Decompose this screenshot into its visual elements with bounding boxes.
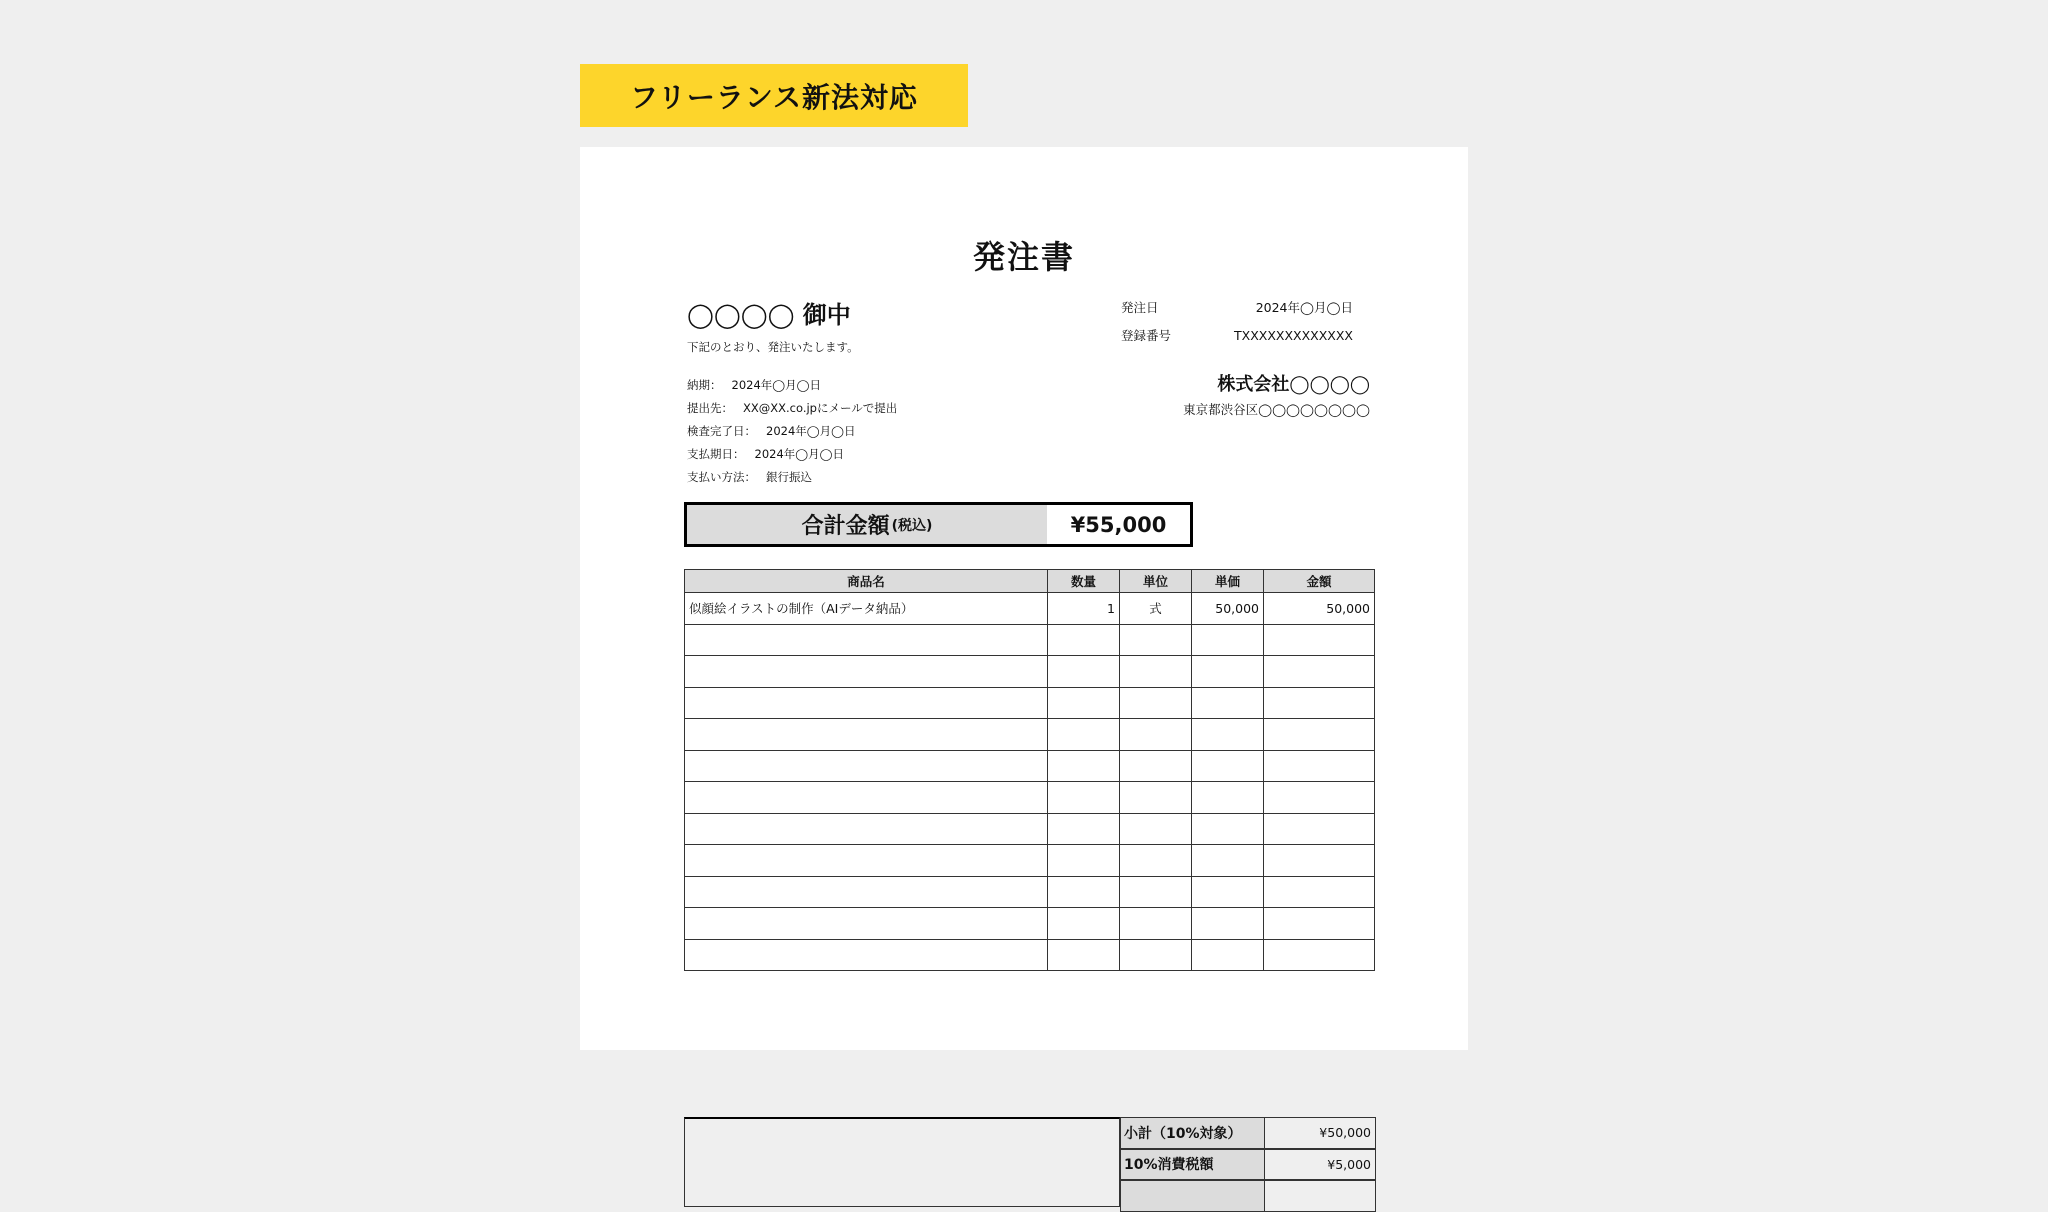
cell-name — [685, 687, 1048, 719]
cell-amount — [1264, 750, 1375, 782]
term-row — [687, 443, 897, 466]
cell-amount — [1264, 782, 1375, 814]
meta-label: 発注日 — [1121, 300, 1159, 315]
intro-text: 下記のとおり、発注いたします。 — [687, 340, 859, 354]
cell-unit — [1120, 939, 1192, 971]
summary-row — [1120, 1180, 1376, 1212]
meta-label: 登録番号 — [1121, 328, 1172, 343]
cell-price — [1192, 719, 1264, 751]
cell-qty — [1048, 876, 1120, 908]
company-address: 東京都渋谷区◯◯◯◯◯◯◯◯ — [1183, 402, 1370, 417]
cell-name — [685, 813, 1048, 845]
term-row — [687, 466, 897, 489]
cell-amount: 50,000 — [1264, 593, 1375, 625]
summary-value: ¥5,000 — [1265, 1149, 1376, 1181]
cell-qty — [1048, 908, 1120, 940]
cell-name — [685, 845, 1048, 877]
summary-row — [1120, 1117, 1376, 1149]
total-value: ¥55,000 — [1070, 512, 1167, 537]
cell-qty — [1048, 656, 1120, 688]
cell-amount — [1264, 813, 1375, 845]
table-row — [685, 876, 1375, 908]
cell-name — [685, 876, 1048, 908]
cell-amount — [1264, 656, 1375, 688]
total-label-cell — [687, 505, 1047, 544]
term-label: 納期： — [687, 378, 722, 392]
cell-qty — [1048, 939, 1120, 971]
cell-price — [1192, 656, 1264, 688]
term-label: 提出先： — [687, 401, 733, 415]
order-terms — [687, 374, 897, 489]
cell-price — [1192, 876, 1264, 908]
cell-price — [1192, 908, 1264, 940]
cell-amount — [1264, 908, 1375, 940]
cell-unit — [1120, 908, 1192, 940]
table-row — [685, 782, 1375, 814]
summary-label: 小計（10%対象） — [1120, 1117, 1265, 1149]
cell-price — [1192, 939, 1264, 971]
cell-amount — [1264, 687, 1375, 719]
summary-value — [1265, 1180, 1376, 1212]
purchase-order-sheet — [580, 147, 1468, 1174]
header-unit: 単位 — [1120, 570, 1192, 593]
cell-price — [1192, 782, 1264, 814]
company-name: 株式会社◯◯◯◯ — [1217, 374, 1370, 395]
cell-name — [685, 782, 1048, 814]
table-row — [685, 750, 1375, 782]
table-row — [685, 719, 1375, 751]
summary-value: ¥50,000 — [1265, 1117, 1376, 1149]
cell-name: 似顔絵イラストの制作（AIデータ納品） — [685, 593, 1048, 625]
term-label: 支払期日： — [687, 447, 745, 461]
cell-amount — [1264, 876, 1375, 908]
cell-qty — [1048, 782, 1120, 814]
cell-price — [1192, 687, 1264, 719]
header-qty: 数量 — [1048, 570, 1120, 593]
meta-row — [1121, 327, 1353, 355]
cell-unit — [1120, 656, 1192, 688]
total-label: 合計金額 — [801, 514, 890, 539]
term-row — [687, 397, 897, 420]
cell-unit — [1120, 624, 1192, 656]
cell-qty — [1048, 750, 1120, 782]
table-row — [685, 845, 1375, 877]
cell-qty — [1048, 719, 1120, 751]
cell-name — [685, 908, 1048, 940]
meta-value: 2024年◯月◯日 — [1255, 300, 1353, 315]
cell-price — [1192, 813, 1264, 845]
header-price: 単価 — [1192, 570, 1264, 593]
meta-value: TXXXXXXXXXXXXX — [1234, 328, 1353, 343]
notes-area — [684, 1117, 1120, 1207]
table-row — [685, 939, 1375, 971]
cell-name — [685, 624, 1048, 656]
term-label: 検査完了日： — [687, 424, 756, 438]
cell-unit: 式 — [1120, 593, 1192, 625]
cell-unit — [1120, 750, 1192, 782]
cell-unit — [1120, 719, 1192, 751]
header-amount: 金額 — [1264, 570, 1375, 593]
cell-name — [685, 939, 1048, 971]
cell-name — [685, 719, 1048, 751]
badge-label: フリーランス新法対応 — [580, 64, 968, 127]
cell-unit — [1120, 813, 1192, 845]
cell-amount — [1264, 624, 1375, 656]
summary-row — [1120, 1149, 1376, 1181]
items-table — [684, 569, 1375, 971]
term-value: 2024年◯月◯日 — [731, 378, 822, 392]
table-row — [685, 656, 1375, 688]
cell-price: 50,000 — [1192, 593, 1264, 625]
recipient-name: ◯◯◯◯ 御中 — [687, 301, 851, 329]
term-value: 2024年◯月◯日 — [754, 447, 845, 461]
term-value: XX@XX.co.jpにメールで提出 — [743, 401, 898, 415]
term-row — [687, 374, 897, 397]
cell-qty — [1048, 687, 1120, 719]
summary-section — [684, 1117, 1376, 1207]
total-amount-box — [684, 502, 1193, 547]
summary-label: 10%消費税額 — [1120, 1149, 1265, 1181]
cell-price — [1192, 624, 1264, 656]
cell-name — [685, 750, 1048, 782]
table-row — [685, 908, 1375, 940]
table-row — [685, 624, 1375, 656]
term-value: 2024年◯月◯日 — [766, 424, 856, 438]
cell-price — [1192, 750, 1264, 782]
cell-name — [685, 656, 1048, 688]
cell-qty: 1 — [1048, 593, 1120, 625]
cell-unit — [1120, 845, 1192, 877]
term-label: 支払い方法： — [687, 470, 756, 484]
table-row — [685, 687, 1375, 719]
cell-unit — [1120, 782, 1192, 814]
document-title: 発注書 — [972, 238, 1075, 276]
cell-unit — [1120, 687, 1192, 719]
tax-note: (税込) — [891, 517, 933, 534]
cell-unit — [1120, 876, 1192, 908]
order-meta — [1121, 299, 1353, 355]
cell-amount — [1264, 845, 1375, 877]
header-name: 商品名 — [685, 570, 1048, 593]
cell-amount — [1264, 939, 1375, 971]
cell-qty — [1048, 624, 1120, 656]
cell-amount — [1264, 719, 1375, 751]
summary-label — [1120, 1180, 1265, 1212]
term-row — [687, 420, 897, 443]
cell-price — [1192, 845, 1264, 877]
cell-qty — [1048, 813, 1120, 845]
term-value: 銀行振込 — [766, 470, 812, 484]
table-row — [685, 593, 1375, 625]
table-header-row — [685, 570, 1375, 593]
table-row — [685, 813, 1375, 845]
cell-qty — [1048, 845, 1120, 877]
meta-row — [1121, 299, 1353, 327]
